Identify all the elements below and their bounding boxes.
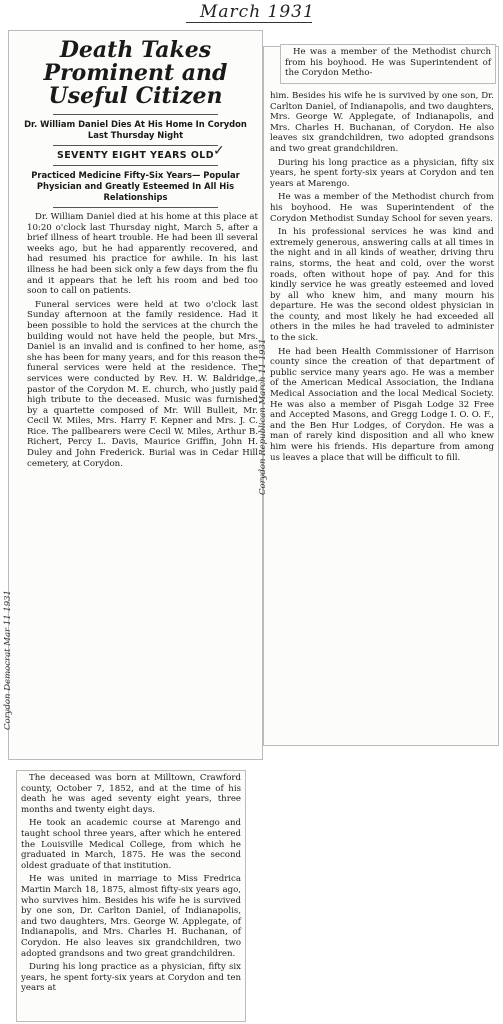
paragraph: The deceased was born at Milltown, Crawford county, October 7, 1852, and at the time of his death he was aged seventy eight years, three months and twenty eight days. <box>21 773 241 815</box>
clipping-right-top <box>280 44 496 84</box>
article-body-right <box>270 91 494 463</box>
article-body-bottom <box>21 773 241 994</box>
paragraph: He was a member of the Methodist church from his boyhood. He was Superintendent of the Corydon Metho- <box>285 47 491 79</box>
paragraph: He was a member of the Methodist church from his boyhood. He was Superintendent of the Corydon Methodist Sunday School for seven years. <box>270 192 494 224</box>
clipping-right <box>263 46 499 746</box>
article-fragment-top <box>285 47 491 79</box>
handwritten-checkmark: ✓ <box>213 143 225 159</box>
paragraph: During his long practice as a physician, fifty six years, he spent forty-six years at Corydon and ten years at <box>21 962 241 994</box>
divider <box>53 145 218 146</box>
paragraph: During his long practice as a physician, fifty six years, he spent forty-six years at Corydon and ten years at Marengo. <box>270 157 494 189</box>
paragraph: him. Besides his wife he is survived by one son, Dr. Carlton Daniel, of Indianapolis, and two daughters, Mrs. George W. Applegate, of Indianapolis, and Mrs. Charles H. Buchanan, of Corydon. He also leaves six grandchildren, two adopted grandsons and two great grandchildren. <box>270 91 494 154</box>
subhead-1: Dr. William Daniel Dies At His Home In Corydon Last Thursday Night <box>24 119 247 140</box>
article-body-left <box>13 212 258 469</box>
clipping-bottom <box>16 770 246 1022</box>
paragraph: Dr. William Daniel died at his home at this place at 10:20 o'clock last Thursday night, March 5, after a brief illness of heart trouble. He had been ill several weeks ago, but he had apparently recovered, and had resumed his practice for awhile. In his last illness he had been sick only a few days from the flu and it appears that he left his room and bed too soon to call on patients. <box>27 212 258 297</box>
paragraph: In his professional services he was kind and extremely generous, answering calls at all times in the night and in all kinds of weather, driving thru rains, storms, the heat and cold, over the worst roads, often without hope of pay. And for this kindly service he was greatly esteemed and loved by all who knew him, and many mourn his departure. He was the second oldest physician in the county, and most likely he had exceeded all others in the miles he had traveled to administer to the sick. <box>270 227 494 344</box>
handwritten-source-note-right: Corydon Republican March 11 1931 <box>258 338 268 495</box>
date-underline <box>186 22 312 23</box>
handwritten-source-note-left: Corydon Democrat Mar 11 1931 <box>3 590 13 730</box>
paragraph: He had been Health Commissioner of Harrison county since the creation of that department of public service many years ago. He was a member of the American Medical Association, the Indiana Medical Association and the local Medical Society. He was also a member of Pisgah Lodge 32 Free and Accepted Masons, and Gregg Lodge I. O. O. F., and the Ben Hur Lodges, of Corydon. He was a man of rarely kind disposition and all who knew him were his friends. His departure from among us leaves a place that will be difficult to fill. <box>270 346 494 463</box>
divider <box>53 114 218 115</box>
divider <box>53 207 218 208</box>
clipping-left <box>8 30 263 760</box>
paragraph: He took an academic course at Marengo and taught school three years, after which he entered the Louisville Medical College, from which he graduated in March, 1875. He was the second oldest graduate of that institution. <box>21 818 241 871</box>
divider <box>53 165 218 166</box>
headline: Death Takes Prominent and Useful Citizen <box>43 37 228 109</box>
paragraph: Funeral services were held at two o'clock last Sunday afternoon at the family residence. Had it been possible to hold the services at the church the building would not have held the people, but Mrs. Daniel is an invalid and is confined to her home, as she has been for many years, and for this reason the funeral services were held at the residence. The services were conducted by Rev. H. W. Baldridge, pastor of the Corydon M. E. church, who justly paid high tribute to the deceased. Music was furnished by a quartette composed of Mr. Will Bulleit, Mr. Cecil W. Miles, Mrs. Harry F. Kepner and Mrs. J. C. Rice. The pallbearers were Cecil W. Miles, Arthur B. Richert, Percy L. Davis, Maurice Griffin, John H. Duley and John Frederick. Burial was in Cedar Hill cemetery, at Corydon. <box>27 299 258 469</box>
subhead-3: Practiced Medicine Fifty-Six Years— Popular Physician and Greatly Esteemed In All His Relationships <box>31 170 240 202</box>
paragraph: He was united in marriage to Miss Fredrica Martin March 18, 1875, almost fifty-six years ago, who survives him. Besides his wife he is survived by one son, Dr. Carlton Daniel, of Indianapolis, and two daughters, Mrs. George W. Applegate, of Indianapolis, and Mrs. Charles H. Buchanan, of Corydon. He also leaves six grandchildren, two adopted grandsons and two great grandchildren. <box>21 874 241 959</box>
subhead-2: SEVENTY EIGHT YEARS OLD <box>56 150 215 161</box>
handwritten-date: March 1931 <box>200 2 315 22</box>
